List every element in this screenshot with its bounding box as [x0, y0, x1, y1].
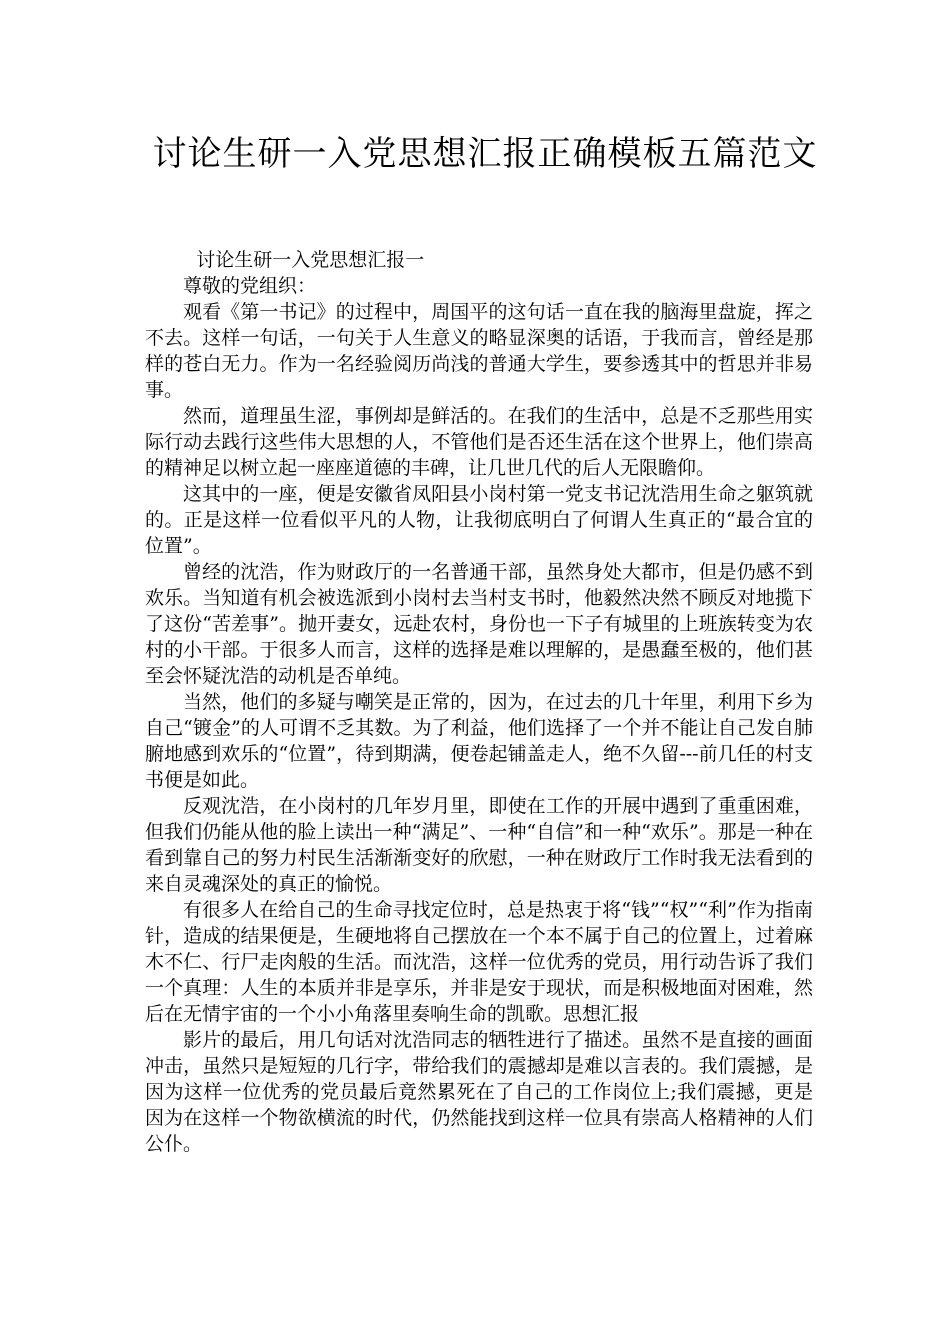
paragraph: 这其中的一座，便是安徽省凤阳县小岗村第一党支书记沈浩用生命之躯筑就的。正是这样一位看似平凡的人物，让我彻底明白了何谓人生真正的“最合宜的位置”。: [145, 483, 813, 557]
salutation: 尊敬的党组织：: [183, 275, 317, 297]
section-heading: 讨论生研一入党思想汇报一: [196, 249, 425, 271]
document-body: [145, 247, 813, 1157]
paragraph: 然而，道理虽生涩，事例却是鲜活的。在我们的生活中，总是不乏那些用实际行动去践行这些伟大思想的人，不管他们是否还生活在这个世界上，他们崇高的精神足以树立起一座座道德的丰碑，让几世几代的后人无限瞻仰。: [145, 405, 813, 479]
paragraph: 当然，他们的多疑与嘲笑是正常的，因为，在过去的几十年里，利用下乡为自己“镀金”的人可谓不乏其数。为了利益，他们选择了一个并不能让自己发自肺腑地感到欢乐的“位置”，待到期满，便卷起铺盖走人，绝不久留---前几任的村支书便是如此。: [145, 691, 813, 791]
paragraph: 反观沈浩，在小岗村的几年岁月里，即使在工作的开展中遇到了重重困难，但我们仍能从他的脸上读出一种“满足”、一种“自信”和一种“欢乐”。那是一种在看到靠自己的努力村民生活渐渐变好的欣慰，一种在财政厅工作时我无法看到的来自灵魂深处的真正的愉悦。: [145, 795, 813, 895]
paragraph: 影片的最后，用几句话对沈浩同志的牺牲进行了描述。虽然不是直接的画面冲击，虽然只是短短的几行字，带给我们的震撼却是难以言表的。我们震撼，是因为这样一位优秀的党员最后竟然累死在了自己的工作岗位上;我们震撼，更是因为在这样一个物欲横流的时代，仍然能找到这样一位具有崇高人格精神的人们公仆。: [145, 1029, 813, 1155]
document-title: 讨论生研一入党思想汇报正确模板五篇范文: [152, 134, 818, 174]
paragraph: 有很多人在给自己的生命寻找定位时，总是热衷于将“钱”“权”“利”作为指南针，造成的结果便是，生硬地将自己摆放在一个本不属于自己的位置上，过着麻木不仁、行尸走肉般的生活。而沈浩，这样一位优秀的党员，用行动告诉了我们一个真理：人生的本质并非是享乐，并非是安于现状，而是积极地面对困难，然后在无情宇宙的一个小小角落里奏响生命的凯歌。思想汇报: [145, 899, 813, 1025]
paragraph: 曾经的沈浩，作为财政厅的一名普通干部，虽然身处大都市，但是仍感不到欢乐。当知道有机会被选派到小岗村去当村支书时，他毅然决然不顾反对地揽下了这份“苦差事”。抛开妻女，远赴农村，身份也一下子有城里的上班族转变为农村的小干部。于很多人而言，这样的选择是难以理解的，是愚蠢至极的，他们甚至会怀疑沈浩的动机是否单纯。: [145, 561, 813, 687]
paragraph: 观看《第一书记》的过程中，周国平的这句话一直在我的脑海里盘旋，挥之不去。这样一句话，一句关于人生意义的略显深奥的话语，于我而言，曾经是那样的苍白无力。作为一名经验阅历尚浅的普通大学生，要参透其中的哲思并非易事。: [145, 301, 813, 401]
